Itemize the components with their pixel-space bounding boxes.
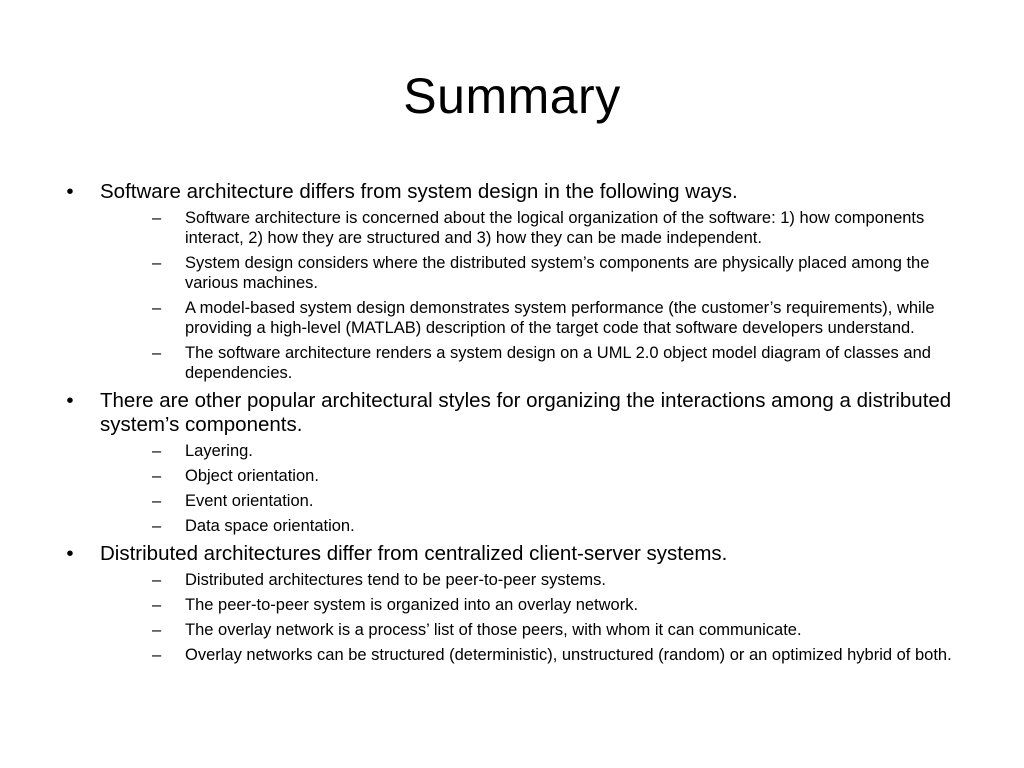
slide-title: Summary: [403, 68, 621, 124]
dash-icon: –: [152, 571, 162, 589]
sub-list: [100, 208, 960, 383]
sub-item-text: The software architecture renders a system design on a UML 2.0 object model diagram of classes and dependencies.: [185, 344, 931, 382]
sub-item: [100, 466, 960, 486]
bullet-item: [60, 389, 960, 536]
slide-body: [60, 180, 960, 665]
sub-item: [100, 645, 960, 665]
sub-item: [100, 298, 960, 338]
bullet-text: Software architecture differs from system design in the following ways.: [100, 180, 738, 203]
dash-icon: –: [152, 442, 162, 460]
sub-item-text: The peer-to-peer system is organized into an overlay network.: [185, 596, 639, 614]
dash-icon: –: [152, 344, 162, 362]
dash-icon: –: [152, 517, 162, 535]
dash-icon: –: [152, 646, 162, 664]
sub-item-text: A model-based system design demonstrates system performance (the customer’s requirements), while providing a high-level (MATLAB) description of the target code that software developers understand.: [185, 299, 935, 337]
bullet-dot-icon: •: [66, 389, 74, 412]
bullet-text: Distributed architectures differ from centralized client-server systems.: [100, 542, 728, 565]
bullet-item: [60, 542, 960, 665]
dash-icon: –: [152, 621, 162, 639]
sub-item: [100, 570, 960, 590]
sub-item: [100, 516, 960, 536]
sub-item-text: Overlay networks can be structured (deterministic), unstructured (random) or an optimized hybrid of both.: [185, 646, 952, 664]
sub-item: [100, 343, 960, 383]
sub-item: [100, 595, 960, 615]
sub-item: [100, 441, 960, 461]
bullet-dot-icon: •: [66, 542, 74, 565]
dash-icon: –: [152, 254, 162, 272]
bullet-dot-icon: •: [66, 180, 74, 203]
sub-item: [100, 253, 960, 293]
dash-icon: –: [152, 492, 162, 510]
sub-item-text: The overlay network is a process’ list of those peers, with whom it can communicate.: [185, 621, 802, 639]
sub-item-text: Data space orientation.: [185, 517, 355, 535]
sub-list: [100, 570, 960, 665]
sub-item: [100, 620, 960, 640]
sub-item-text: Object orientation.: [185, 467, 319, 485]
sub-item-text: System design considers where the distributed system’s components are physically placed among the various machines.: [185, 254, 930, 292]
sub-item-text: Layering.: [185, 442, 253, 460]
bullet-item: [60, 180, 960, 383]
sub-item-text: Software architecture is concerned about the logical organization of the software: 1) how components interact, 2) how they are structured and 3) how they can be made independent.: [185, 209, 925, 247]
sub-list: [100, 441, 960, 536]
sub-item: [100, 491, 960, 511]
dash-icon: –: [152, 209, 162, 227]
sub-item-text: Distributed architectures tend to be peer-to-peer systems.: [185, 571, 606, 589]
dash-icon: –: [152, 299, 162, 317]
sub-item: [100, 208, 960, 248]
sub-item-text: Event orientation.: [185, 492, 314, 510]
dash-icon: –: [152, 596, 162, 614]
dash-icon: –: [152, 467, 162, 485]
bullet-text: There are other popular architectural styles for organizing the interactions among a distributed system’s components.: [100, 389, 952, 436]
